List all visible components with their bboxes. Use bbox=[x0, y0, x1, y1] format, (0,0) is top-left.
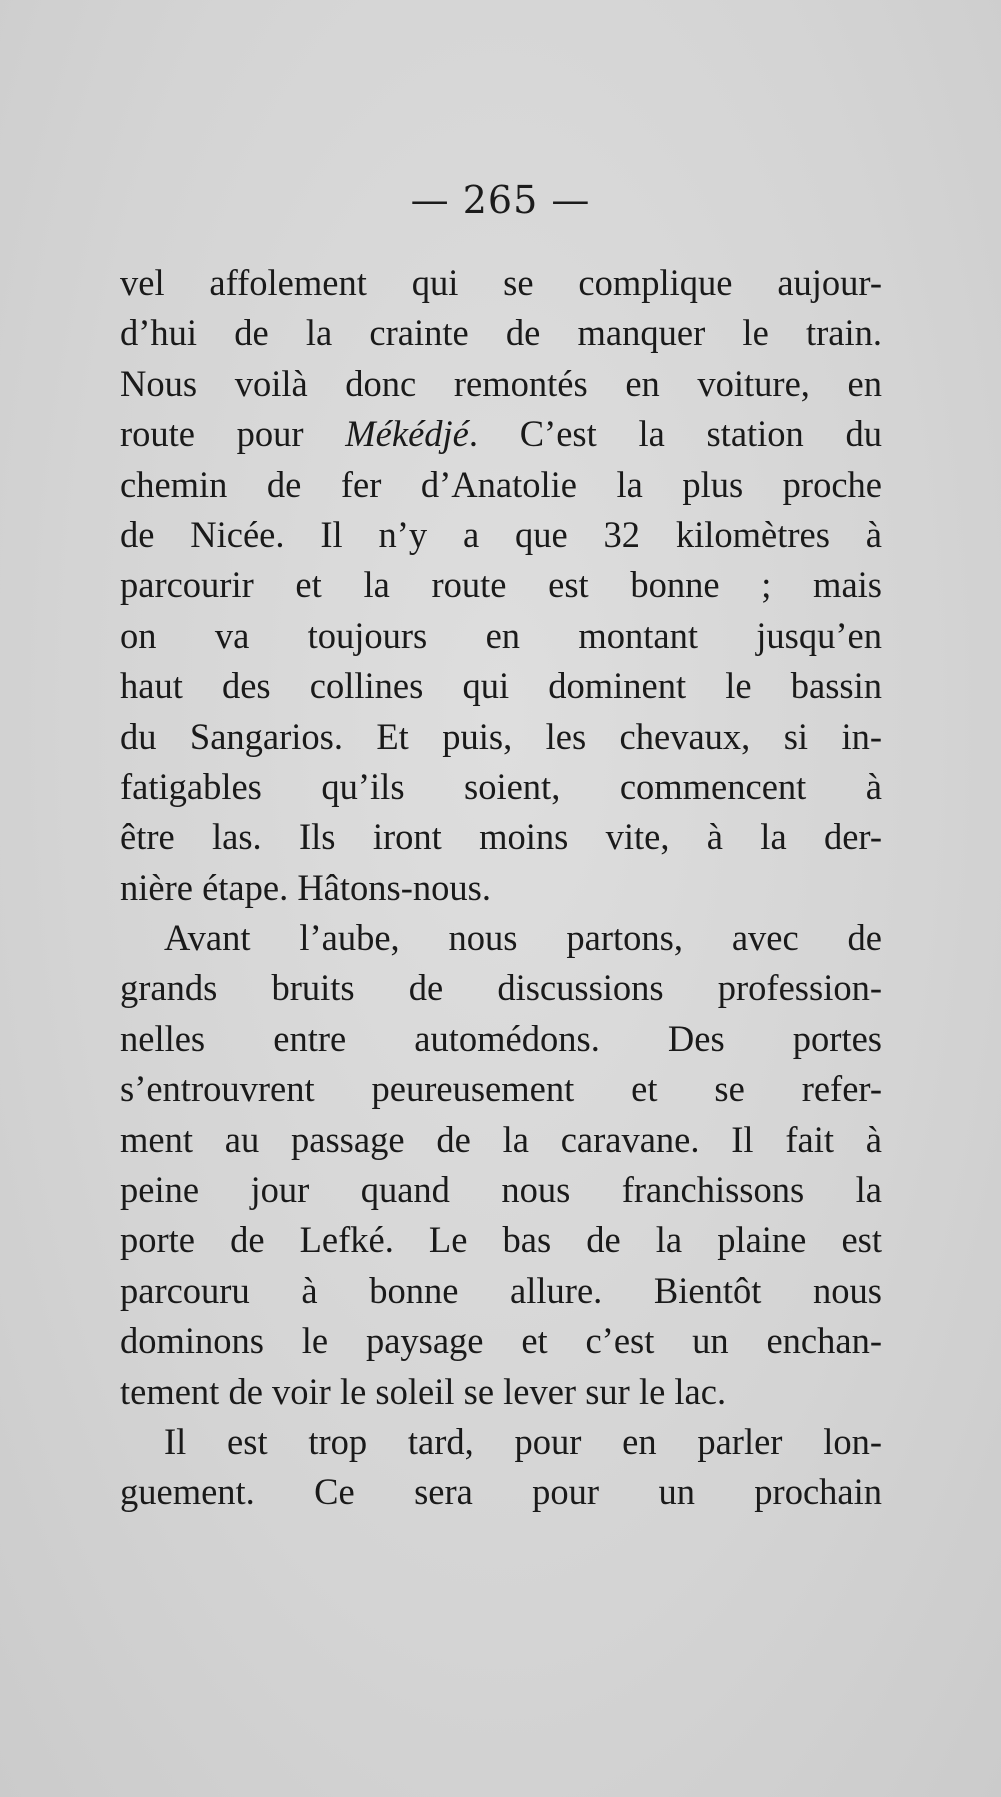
text-segment: . C’est la station du bbox=[468, 413, 882, 455]
text-line: parcourir et la route est bonne ; mais bbox=[120, 564, 882, 606]
text-line: parcouru à bonne allure. Bientôt nous bbox=[120, 1269, 882, 1311]
paragraph bbox=[120, 258, 882, 913]
paragraph bbox=[120, 1417, 882, 1518]
text-line: peine jour quand nous franchissons la bbox=[120, 1169, 882, 1211]
page-number: — 265 — bbox=[410, 178, 591, 222]
italic-place-name: Mékédjé bbox=[345, 413, 469, 455]
text-line: de Nicée. Il n’y a que 32 kilomètres à bbox=[120, 513, 882, 555]
text-line: Il est trop tard, pour en parler lon- bbox=[164, 1420, 882, 1462]
text-line: guement. Ce sera pour un prochain bbox=[120, 1471, 882, 1513]
text-line: vel affolement qui se complique aujour- bbox=[120, 262, 882, 303]
paragraph bbox=[120, 913, 882, 1417]
text-line: s’entrouvrent peureusement et se refer- bbox=[120, 1068, 882, 1110]
text-line: ment au passage de la caravane. Il fait à bbox=[120, 1118, 882, 1160]
text-line: grands bruits de discussions profession- bbox=[120, 967, 882, 1009]
text-line: du Sangarios. Et puis, les chevaux, si in- bbox=[120, 715, 882, 757]
text-line: Avant l’aube, nous partons, avec de bbox=[164, 917, 882, 959]
text-line: nelles entre automédons. Des portes bbox=[120, 1017, 882, 1059]
text-line: dominons le paysage et c’est un enchan- bbox=[120, 1320, 882, 1362]
text-line: être las. Ils iront moins vite, à la der- bbox=[120, 816, 882, 858]
text-line: haut des collines qui dominent le bassin bbox=[120, 665, 882, 707]
text-line: chemin de fer d’Anatolie la plus proche bbox=[120, 463, 882, 505]
text-line bbox=[120, 409, 882, 459]
text-line: tement de voir le soleil se lever sur le lac. bbox=[120, 1370, 727, 1412]
text-line: on va toujours en montant jusqu’en bbox=[120, 614, 882, 656]
text-line: d’hui de la crainte de manquer le train. bbox=[120, 312, 882, 354]
text-line: fatigables qu’ils soient, commencent à bbox=[120, 765, 882, 807]
text-line: Nous voilà donc remontés en voiture, en bbox=[120, 362, 882, 404]
body-text bbox=[120, 258, 882, 1518]
text-segment: route pour bbox=[120, 413, 346, 455]
text-line: porte de Lefké. Le bas de la plaine est bbox=[120, 1219, 882, 1261]
text-line: nière étape. Hâtons-nous. bbox=[120, 866, 491, 908]
